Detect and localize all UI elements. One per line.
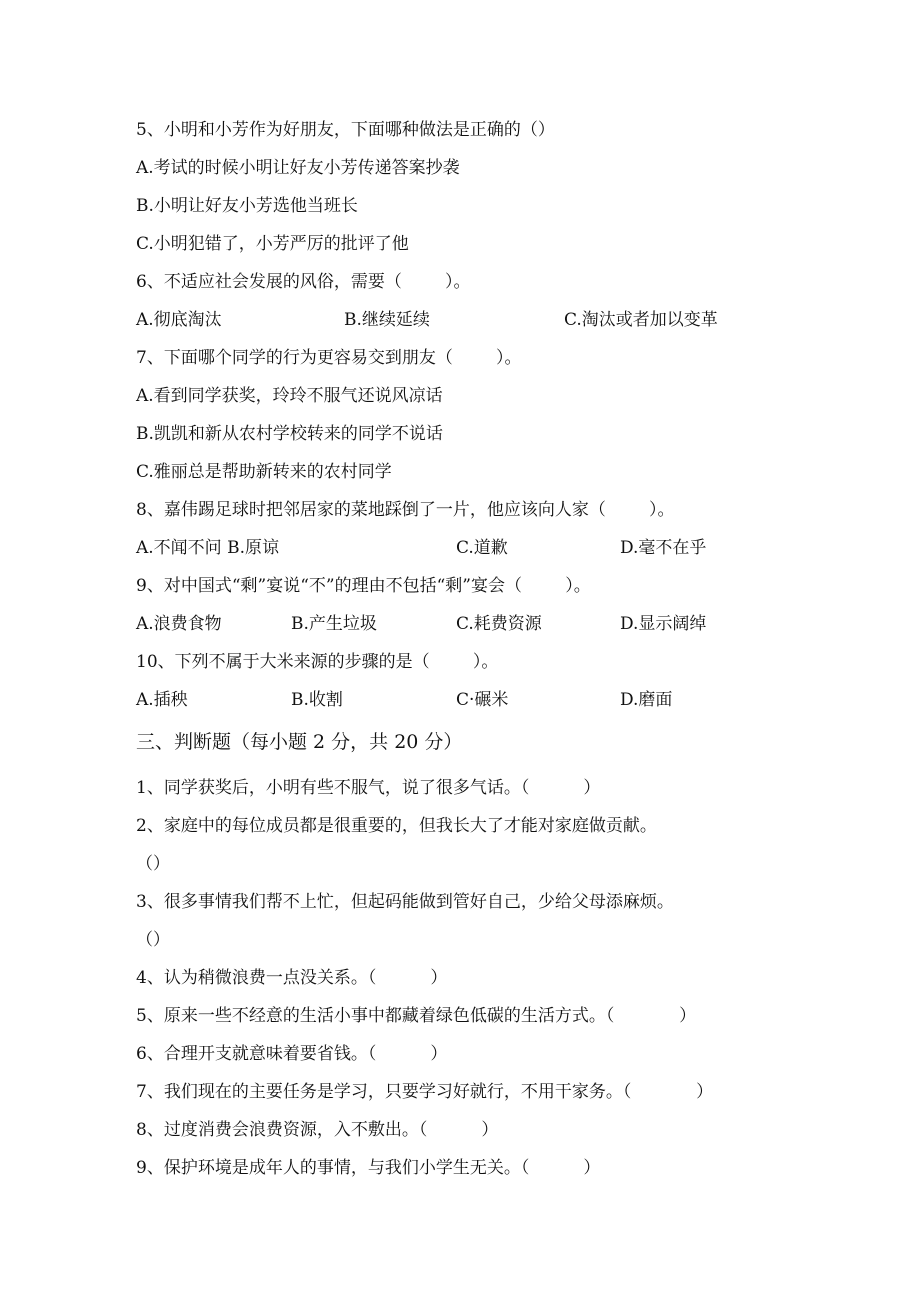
- question-6-options: [136, 309, 836, 331]
- question-9-option-b: B.产生垃圾: [291, 614, 377, 634]
- judgment-item-9: 9、保护环境是成年人的事情，与我们小学生无关。（ ）: [136, 1158, 601, 1178]
- question-5-option-b: B.小明让好友小芳选他当班长: [136, 196, 358, 216]
- question-10-options: [136, 689, 836, 711]
- judgment-item-3: 3、很多事情我们帮不上忙，但起码能做到管好自己，少给父母添麻烦。: [136, 892, 674, 912]
- judgment-item-3-bracket: （）: [136, 930, 170, 950]
- question-5-option-a: A.考试的时候小明让好友小芳传递答案抄袭: [136, 158, 460, 178]
- question-9-option-d: D.显示阔绰: [620, 614, 707, 634]
- question-6-option-a: A.彻底淘汰: [136, 310, 222, 330]
- question-6-option-c: C.淘汰或者加以变革: [564, 310, 718, 330]
- section-3-heading: 三、判断题（每小题 2 分，共 20 分）: [136, 731, 463, 753]
- question-9-option-a: A.浪费食物: [136, 614, 222, 634]
- question-9-options: [136, 613, 836, 635]
- question-7-stem: 7、下面哪个同学的行为更容易交到朋友（ ）。: [136, 348, 522, 368]
- question-10-option-c: C·碾米: [456, 690, 509, 710]
- question-8-option-c: C.道歉: [456, 538, 508, 558]
- question-7-option-c: C.雅丽总是帮助新转来的农村同学: [136, 462, 392, 482]
- question-10-option-a: A.插秧: [136, 690, 188, 710]
- question-8-option-ab: A.不闻不问 B.原谅: [136, 538, 279, 558]
- question-10-stem: 10、下列不属于大米来源的步骤的是（ ）。: [136, 652, 499, 672]
- question-8-stem: 8、嘉伟踢足球时把邻居家的菜地踩倒了一片，他应该向人家（ ）。: [136, 500, 675, 520]
- question-8-options: [136, 537, 836, 559]
- judgment-item-4: 4、认为稍微浪费一点没关系。（ ）: [136, 968, 448, 988]
- judgment-item-6: 6、合理开支就意味着要省钱。（ ）: [136, 1044, 448, 1064]
- question-7-option-b: B.凯凯和新从农村学校转来的同学不说话: [136, 424, 443, 444]
- question-7-option-a: A.看到同学获奖，玲玲不服气还说风凉话: [136, 386, 443, 406]
- question-5-option-c: C.小明犯错了，小芳严厉的批评了他: [136, 234, 409, 254]
- question-6-option-b: B.继续延续: [344, 310, 430, 330]
- question-10-option-b: B.收割: [291, 690, 343, 710]
- question-8-option-d: D.毫不在乎: [620, 538, 707, 558]
- question-9-option-c: C.耗费资源: [456, 614, 542, 634]
- judgment-item-2: 2、家庭中的每位成员都是很重要的，但我长大了才能对家庭做贡献。: [136, 816, 657, 836]
- judgment-item-2-bracket: （）: [136, 854, 170, 874]
- judgment-item-1: 1、同学获奖后，小明有些不服气，说了很多气话。（ ）: [136, 778, 601, 798]
- question-10-option-d: D.磨面: [620, 690, 673, 710]
- judgment-item-5: 5、原来一些不经意的生活小事中都藏着绿色低碳的生活方式。（ ）: [136, 1006, 697, 1026]
- question-5-stem: 5、小明和小芳作为好朋友，下面哪种做法是正确的（）: [136, 120, 555, 140]
- judgment-item-7: 7、我们现在的主要任务是学习，只要学习好就行，不用干家务。（ ）: [136, 1082, 714, 1102]
- judgment-item-8: 8、过度消费会浪费资源，入不敷出。（ ）: [136, 1120, 499, 1140]
- question-9-stem: 9、对中国式“剩”宴说“不”的理由不包括“剩”宴会（ ）。: [136, 576, 591, 596]
- question-6-stem: 6、不适应社会发展的风俗，需要（ ）。: [136, 272, 471, 292]
